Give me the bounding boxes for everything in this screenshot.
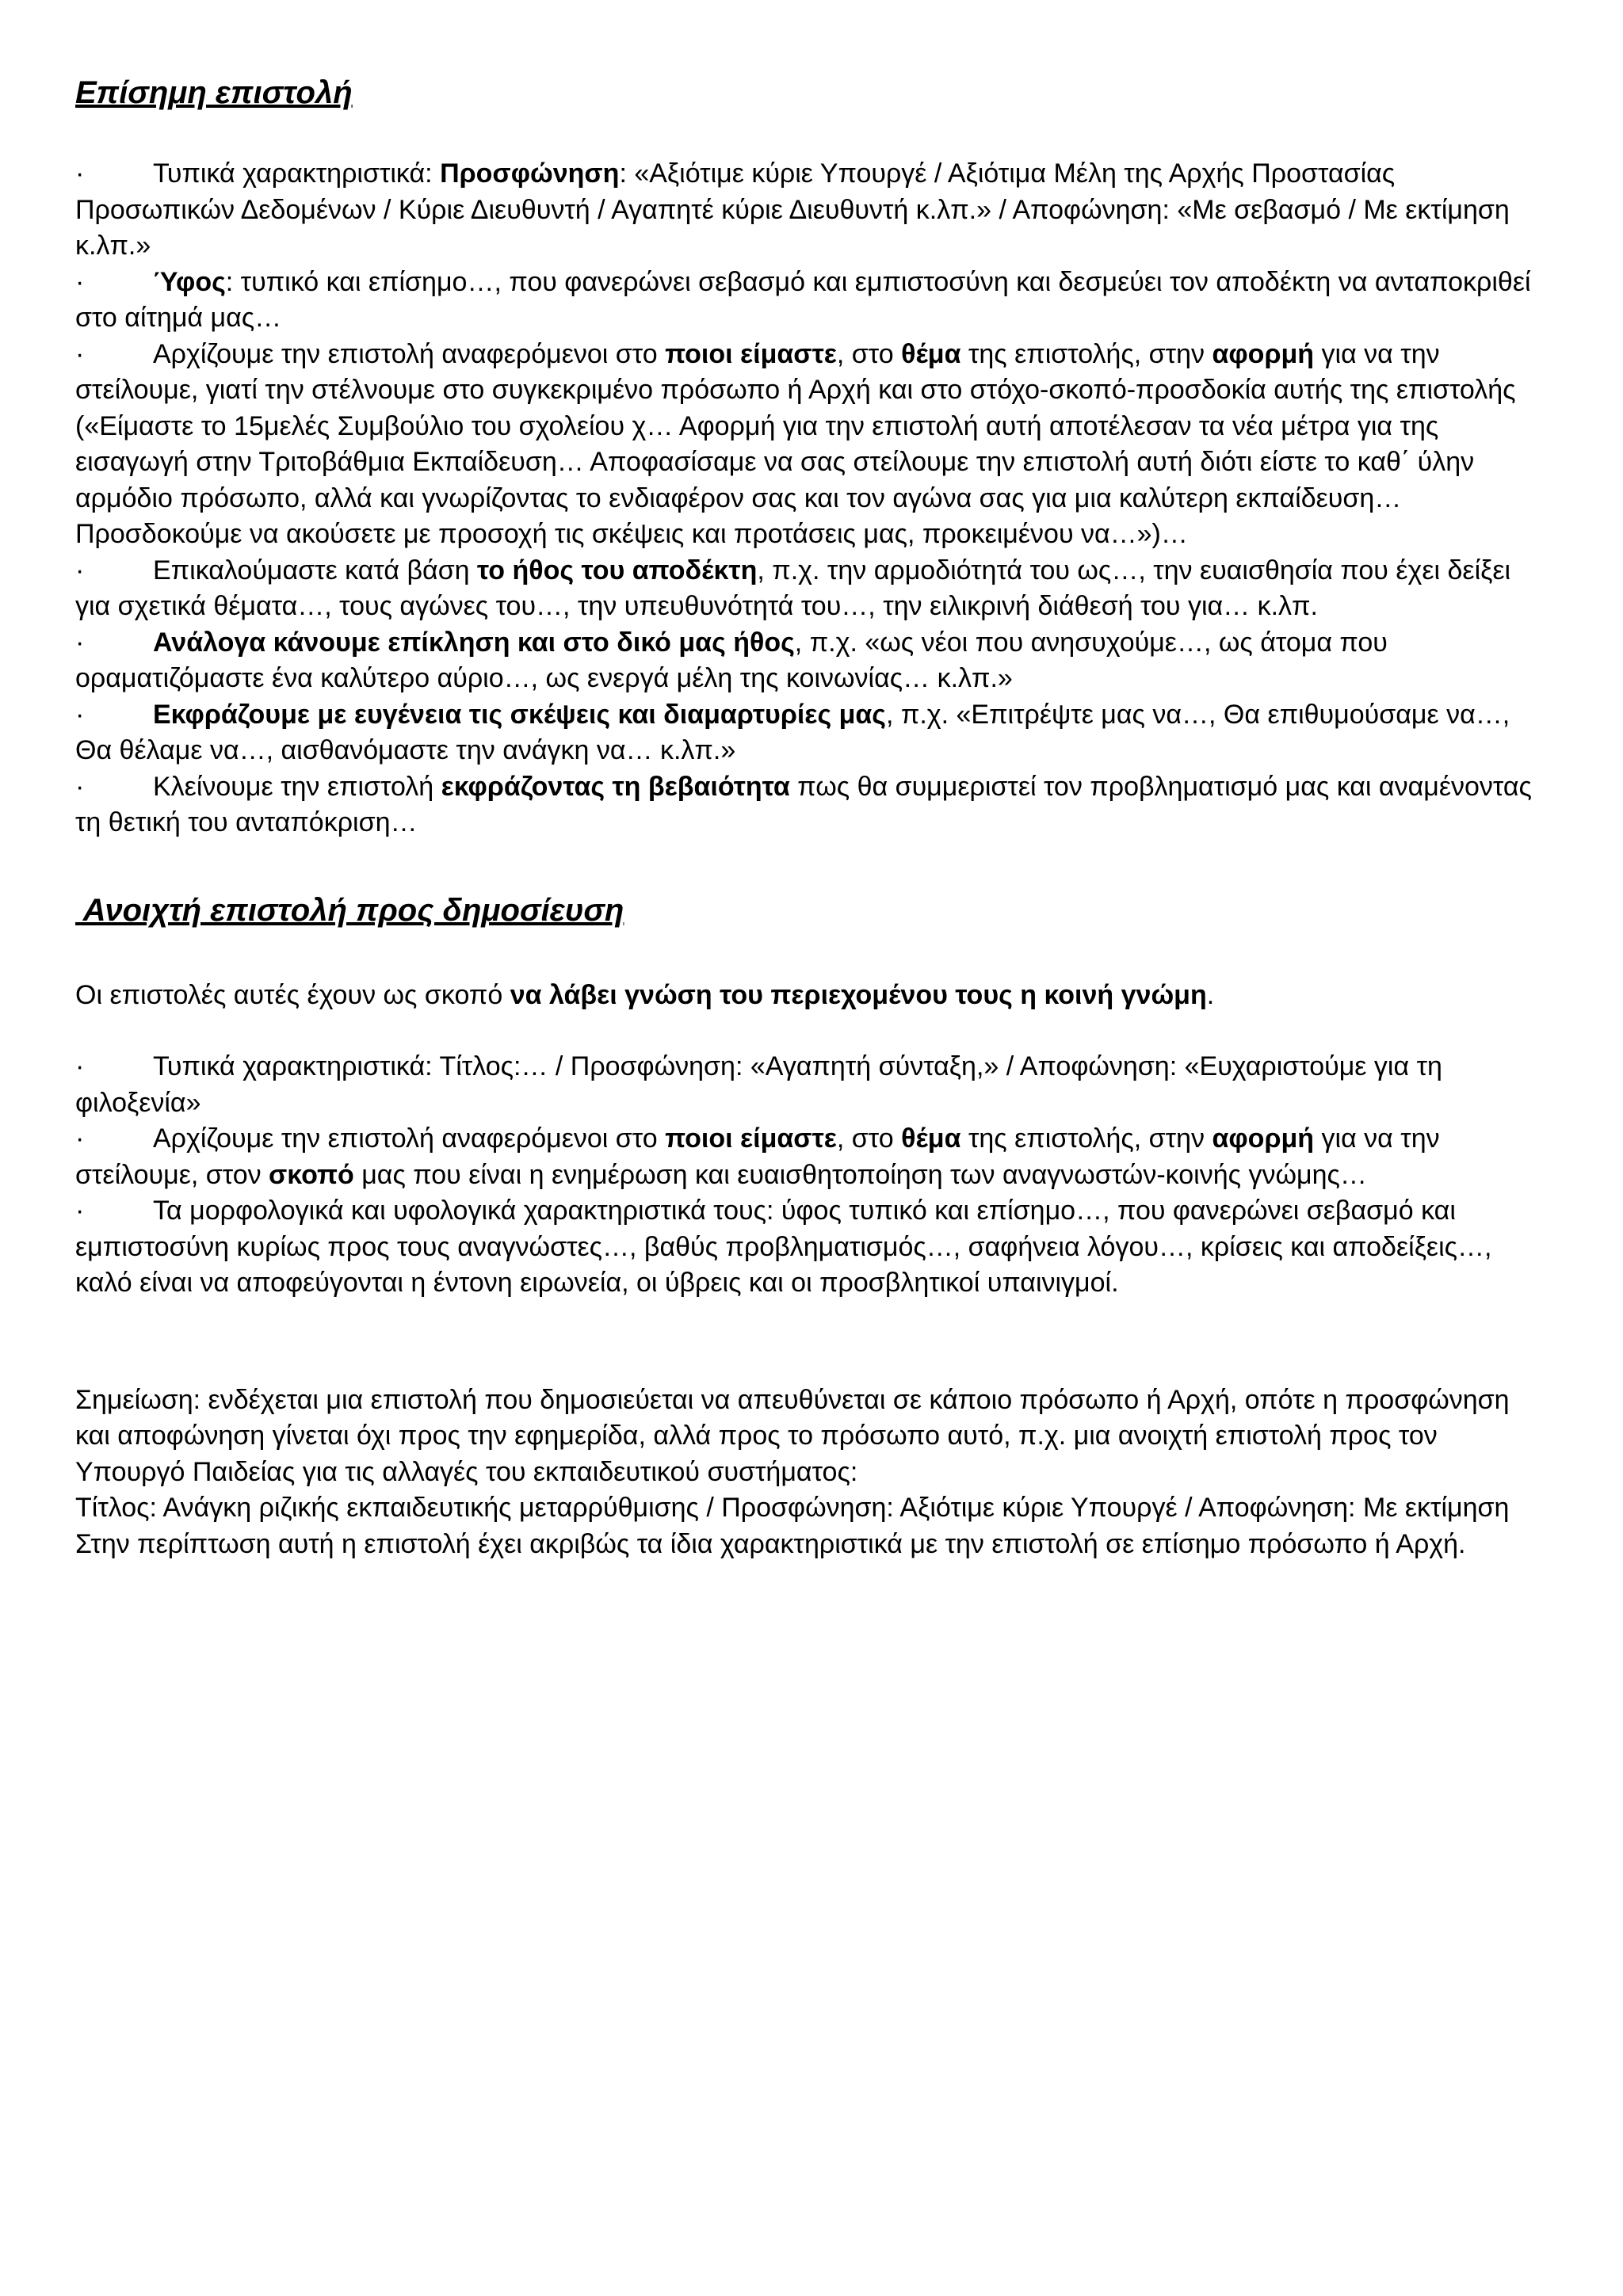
bold-text-run: θέμα — [901, 1123, 961, 1154]
text-run: για να την στείλουμε, στον — [75, 1123, 1440, 1190]
text-run: της επιστολής, στην — [960, 1123, 1212, 1154]
bullet-text — [75, 1051, 1442, 1118]
section-heading-open-letter: Ανοιχτή επιστολή προς δημοσίευση — [75, 892, 624, 928]
bullet-glyph: · — [75, 266, 85, 297]
note-paragraph: Σημείωση: ενδέχεται μια επιστολή που δημοσιεύεται να απευθύνεται σε κάποιο πρόσωπο ή Αρχή, οπότε η προσφώνηση και αποφώνηση γίνεται όχι προς την εφημερίδα, αλλά προς το πρόσωπο αυτό, π.χ. μια ανοιχτή επιστολή προς τον Υπουργό Παιδείας για τις αλλαγές του εκπαιδευτικού συστήματος: — [75, 1384, 1510, 1487]
text-run: : τυπικό και επίσημο…, που φανερώνει σεβασμό και εμπιστοσύνη και δεσμεύει τον αποδέκτη να ανταποκριθεί στο αίτημά μας… — [75, 266, 1531, 333]
formal-letter-bullets — [75, 156, 1549, 841]
bold-text-run: σκοπό — [269, 1159, 354, 1190]
text-run: μας που είναι η ενημέρωση και ευαισθητοποίηση των αναγνωστών-κοινής γνώμης… — [353, 1159, 1367, 1190]
bullet-glyph: · — [75, 1123, 85, 1154]
bullet-glyph: · — [75, 627, 85, 658]
bullet-glyph: · — [75, 699, 85, 730]
bullet-text — [75, 339, 1516, 550]
bold-text-run: το ήθος του αποδέκτη — [477, 555, 758, 585]
bullet-text — [75, 267, 1531, 334]
bullet-item — [75, 697, 1549, 769]
bullet-glyph: · — [75, 1196, 85, 1226]
text-run: , π.χ. «ως νέοι που ανησυχούμε…, ως άτομα που οραματιζόμαστε ένα καλύτερο αύριο…, ως ενεργά μέλη της κοινωνίας… κ.λπ.» — [75, 627, 1388, 693]
open-letter-bullets — [75, 1049, 1549, 1302]
bullet-item — [75, 769, 1549, 841]
bullet-text — [75, 555, 1510, 622]
text-run: , π.χ. «Επιτρέψτε μας να…, Θα επιθυμούσαμε να…, Θα θέλαμε να…, αισθανόμαστε την ανάγκη να… κ.λπ.» — [75, 699, 1510, 765]
text-run: Κλείνουμε την επιστολή — [153, 771, 441, 802]
bold-text-run: θέμα — [901, 338, 961, 369]
bullet-glyph: · — [75, 771, 85, 802]
bullet-item — [75, 625, 1549, 697]
note-example-title: Τίτλος: Ανάγκη ριζικής εκπαιδευτικής μεταρρύθμισης / Προσφώνηση: Αξιότιμε κύριε Υπουργέ / Αποφώνηση: Με εκτίμηση — [75, 1493, 1510, 1523]
text-run: Αρχίζουμε την επιστολή αναφερόμενοι στο — [153, 1123, 666, 1154]
text-run: για να την στείλουμε, γιατί την στέλνουμε στο συγκεκριμένο πρόσωπο ή Αρχή και στο στόχο-σκοπό-προσδοκία αυτής της επιστολής («Είμαστε το 15μελές Συμβούλιο του σχολείου χ… Αφορμή για την επιστολή αυτή αποτέλεσαν τα νέα μέτρα για της εισαγωγή στην Τριτοβάθμια Εκπαίδευση… Αποφασίσαμε να σας στείλουμε την επιστολή αυτή διότι είστε το καθ΄ ύλην αρμόδιο πρόσωπο, αλλά και γνωρίζοντας το ενδιαφέρον σας και τον αγώνα σας για μια καλύτερη εκπαίδευση… Προσδοκούμε να ακούσετε με προσοχή τις σκέψεις και προτάσεις μας, προκειμένου να…»)… — [75, 338, 1516, 549]
bullet-item — [75, 265, 1549, 337]
text-run: Τυπικά χαρακτηριστικά: Τίτλος:… / Προσφώνηση: «Αγαπητή σύνταξη,» / Αποφώνηση: «Ευχαριστούμε για τη φιλοξενία» — [75, 1051, 1442, 1118]
bullet-item — [75, 1121, 1549, 1193]
bullet-glyph: · — [75, 338, 85, 369]
text-run: πως θα συμμεριστεί τον προβληματισμό μας και αναμένοντας τη θετική του ανταπόκριση… — [75, 771, 1532, 837]
text-run: Οι επιστολές αυτές έχουν ως σκοπό — [75, 979, 510, 1010]
text-run: , στο — [836, 1123, 902, 1154]
bold-text-run: εκφράζοντας τη βεβαιότητα — [441, 771, 790, 802]
bullet-item — [75, 337, 1549, 553]
note-block — [75, 1383, 1549, 1563]
bullet-glyph: · — [75, 555, 85, 585]
text-run: της επιστολής, στην — [960, 338, 1212, 369]
bold-text-run: ποιοι είμαστε — [665, 338, 837, 369]
note-conclusion: Στην περίπτωση αυτή η επιστολή έχει ακριβώς τα ίδια χαρακτηριστικά με την επιστολή σε επίσημο πρόσωπο ή Αρχή. — [75, 1528, 1466, 1559]
bold-text-run: Ύφος — [153, 266, 226, 297]
bullet-text — [75, 1123, 1440, 1190]
bullet-item — [75, 156, 1549, 265]
text-run: . — [1206, 979, 1215, 1010]
bullet-text — [75, 772, 1532, 838]
text-run: Τυπικά χαρακτηριστικά: — [153, 158, 441, 189]
bullet-item — [75, 553, 1549, 625]
bullet-glyph: · — [75, 1051, 85, 1081]
section-heading-formal-letter: Επίσημη επιστολή — [75, 75, 353, 110]
bold-text-run: Εκφράζουμε με ευγένεια τις σκέψεις και διαμαρτυρίες μας — [153, 699, 886, 730]
bullet-item — [75, 1049, 1549, 1121]
text-run: : «Αξιότιμε κύριε Υπουργέ / Αξιότιμα Μέλη της Αρχής Προστασίας Προσωπικών Δεδομένων / Κύριε Διευθυντή / Αγαπητέ κύριε Διευθυντή κ.λπ.» / Αποφώνηση: «Με σεβασμό / Με εκτίμηση κ.λπ.» — [75, 158, 1510, 261]
text-run: Αρχίζουμε την επιστολή αναφερόμενοι στο — [153, 338, 666, 369]
text-run: Τα μορφολογικά και υφολογικά χαρακτηριστικά τους: ύφος τυπικό και επίσημο…, που φανερώνει σεβασμό και εμπιστοσύνη κυρίως προς τους αναγνώστες…, βαθύς προβληματισμός…, σαφήνεια λόγου…, κρίσεις και αποδείξεις…, καλό είναι να αποφεύγονται η έντονη ειρωνεία, οι ύβρεις και οι προσβλητικοί υπαινιγμοί. — [75, 1196, 1492, 1298]
text-run: , π.χ. την αρμοδιότητά του ως…, την ευαισθησία που έχει δείξει για σχετικά θέματα…, τους αγώνες του…, την υπευθυνότητά του…, την ειλικρινή διάθεσή του για… κ.λπ. — [75, 555, 1511, 621]
bold-text-run: Ανάλογα κάνουμε επίκληση και στο δικό μας ήθος — [153, 627, 795, 658]
bullet-text — [75, 627, 1388, 694]
bullet-glyph: · — [75, 158, 85, 189]
document-body — [75, 73, 1549, 1562]
text-run: , στο — [836, 338, 902, 369]
bullet-text — [75, 158, 1510, 261]
text-run: Επικαλούμαστε κατά βάση — [153, 555, 478, 585]
bold-text-run: αφορμή — [1212, 338, 1315, 369]
bullet-item — [75, 1193, 1549, 1302]
bullet-text — [75, 700, 1510, 766]
bold-text-run: Προσφώνηση — [440, 158, 620, 189]
open-letter-intro — [75, 978, 1549, 1014]
bullet-text — [75, 1196, 1491, 1298]
bold-text-run: ποιοι είμαστε — [665, 1123, 837, 1154]
bold-text-run: αφορμή — [1212, 1123, 1315, 1154]
bold-text-run: να λάβει γνώση του περιεχομένου τους η κοινή γνώμη — [510, 979, 1207, 1010]
